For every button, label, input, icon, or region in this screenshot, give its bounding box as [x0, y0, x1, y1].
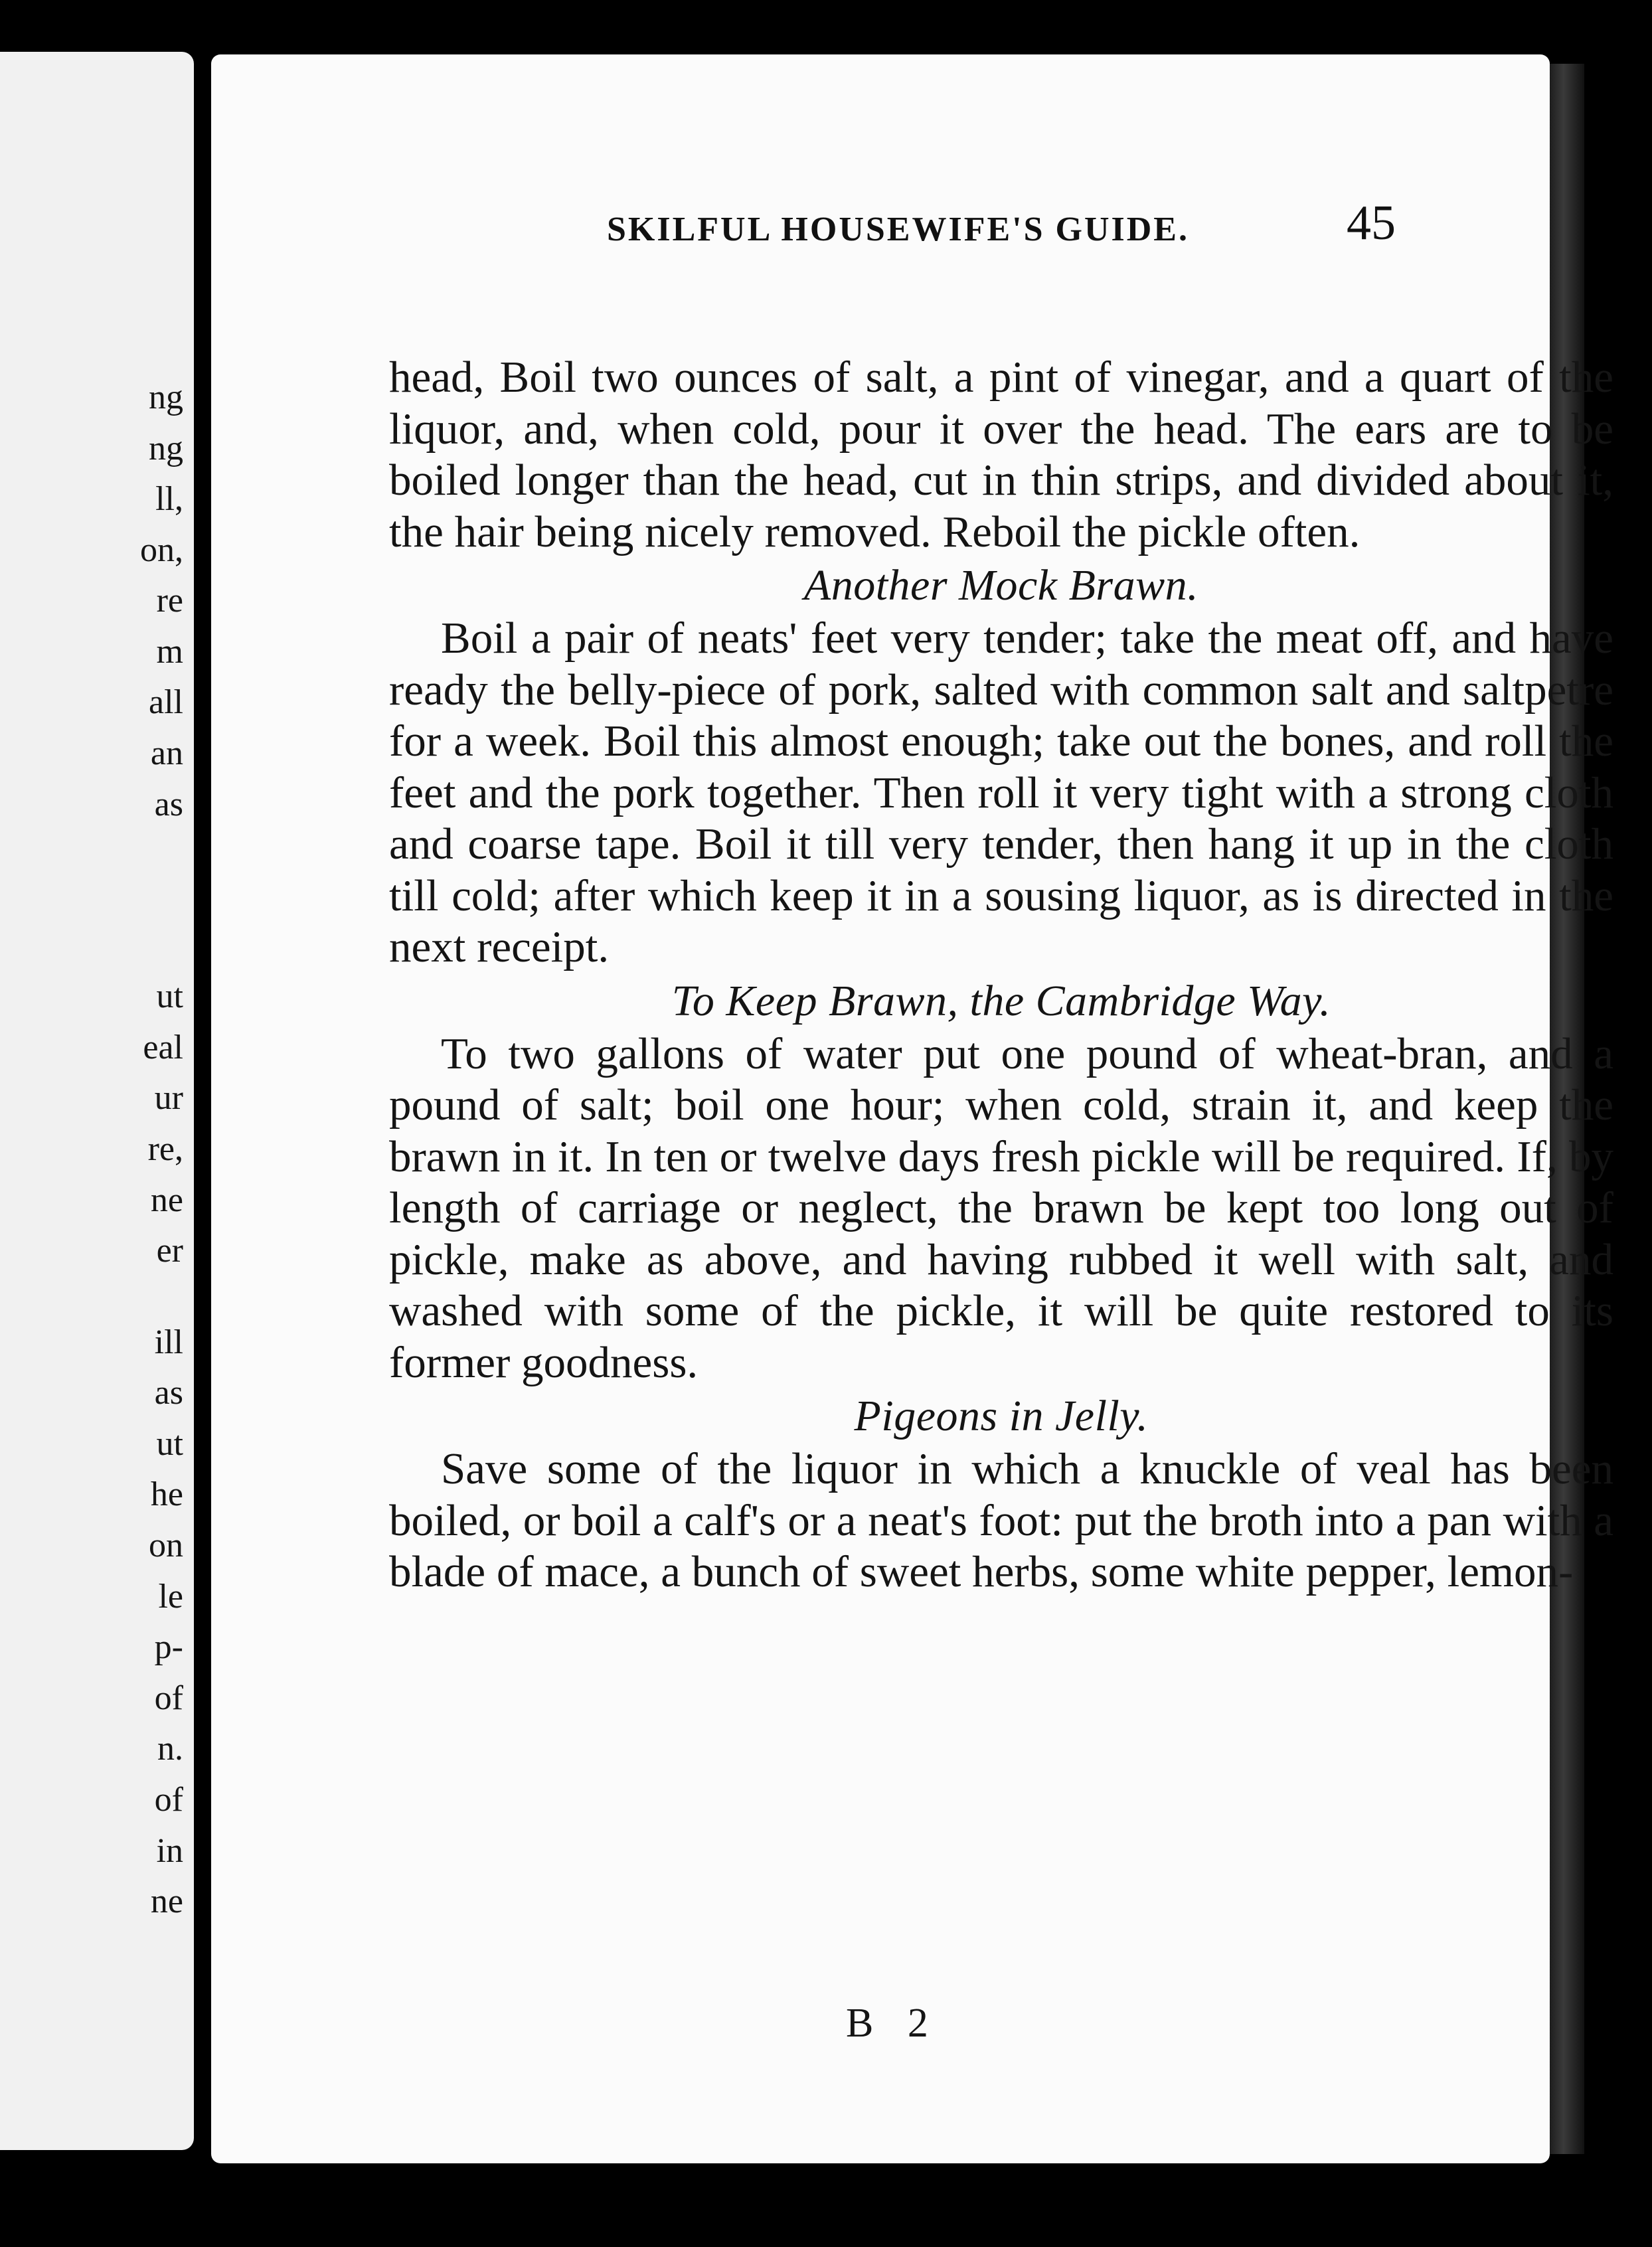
- facing-page-fragment: re: [156, 582, 183, 620]
- facing-page-fragment: he: [150, 1475, 183, 1513]
- facing-page-fragment: re,: [147, 1130, 183, 1168]
- facing-page-fragment: of: [154, 1781, 183, 1819]
- facing-page-fragment: eal: [143, 1029, 183, 1066]
- recipe-heading: Another Mock Brawn.: [803, 561, 1199, 610]
- facing-page-fragment: ne: [150, 1882, 183, 1920]
- running-head: [211, 195, 1550, 255]
- signature-mark: B 2: [846, 2001, 940, 2046]
- facing-page-fragment: on: [149, 1527, 183, 1564]
- recipe-heading: To Keep Brawn, the Cambridge Way.: [671, 976, 1331, 1025]
- facing-page-fragment: in: [156, 1832, 183, 1870]
- facing-page-fragment: an: [150, 734, 183, 772]
- recipe-paragraph: To two gallons of water put one pound of wheat-bran, and a pound of salt; boil one hour; when cold, strain it, and keep the brawn in it. In ten or twelve days fresh pickle will be required. If, by length of carriage or neglect, the brawn be kept too long out of pickle, make as above, and having rubbed it well with salt, and washed with some of the pickle, it will be quite restored to its former goodness.: [389, 1029, 1613, 1387]
- facing-page-fragment: ng: [149, 430, 183, 467]
- book-page: [211, 54, 1613, 2163]
- facing-page-fragment: as: [154, 786, 183, 823]
- facing-page-fragment: ng: [149, 378, 183, 416]
- recipe-heading: Pigeons in Jelly.: [854, 1392, 1149, 1440]
- page-body: [389, 352, 1613, 1598]
- facing-page-edge: [0, 52, 194, 2150]
- running-title: SKILFUL HOUSEWIFE'S GUIDE.: [607, 210, 1189, 248]
- facing-page-fragment: ne: [150, 1181, 183, 1219]
- facing-page-fragment: ut: [156, 977, 183, 1015]
- facing-page-fragment: n.: [157, 1730, 183, 1768]
- facing-page-fragment: ur: [154, 1079, 183, 1117]
- recipe-paragraph: Save some of the liquor in which a knuckle of veal has been boiled, or boil a calf's or a neat's foot: put the broth into a pan with a blade of mace, a bunch of sweet herbs, some white pepper, lemon-: [389, 1444, 1613, 1596]
- facing-page-fragment: as: [154, 1374, 183, 1412]
- facing-page-fragment: ut: [156, 1425, 183, 1463]
- facing-page-fragment: ll,: [155, 480, 183, 518]
- facing-page-fragment: all: [149, 683, 183, 721]
- facing-page-fragment: ill: [154, 1323, 183, 1361]
- page-number: 45: [1347, 196, 1396, 250]
- facing-page-fragment: m: [156, 633, 183, 671]
- facing-page-fragment: of: [154, 1679, 183, 1717]
- continuation-paragraph: head, Boil two ounces of salt, a pint of vinegar, and a quart of the liquor, and, when cold, pour it over the head. The ears are to be boiled longer than the head, cut in thin strips, and divided about it, the hair being nicely removed. Reboil the pickle often.: [389, 353, 1613, 556]
- facing-page-fragment: p-: [154, 1628, 183, 1666]
- recipe-paragraph: Boil a pair of neats' feet very tender; take the meat off, and have ready the belly-piece of pork, salted with common salt and saltpetre for a week. Boil this almost enough; take out the bones, and roll the feet and the pork together. Then roll it very tight with a strong cloth and coarse tape. Boil it till very tender, then hang it up in the cloth till cold; after which keep it in a sousing liquor, as is directed in the next receipt.: [389, 614, 1613, 971]
- facing-page-fragment: le: [158, 1578, 183, 1616]
- facing-page-fragment: er: [156, 1232, 183, 1270]
- facing-page-fragment: on,: [140, 531, 183, 569]
